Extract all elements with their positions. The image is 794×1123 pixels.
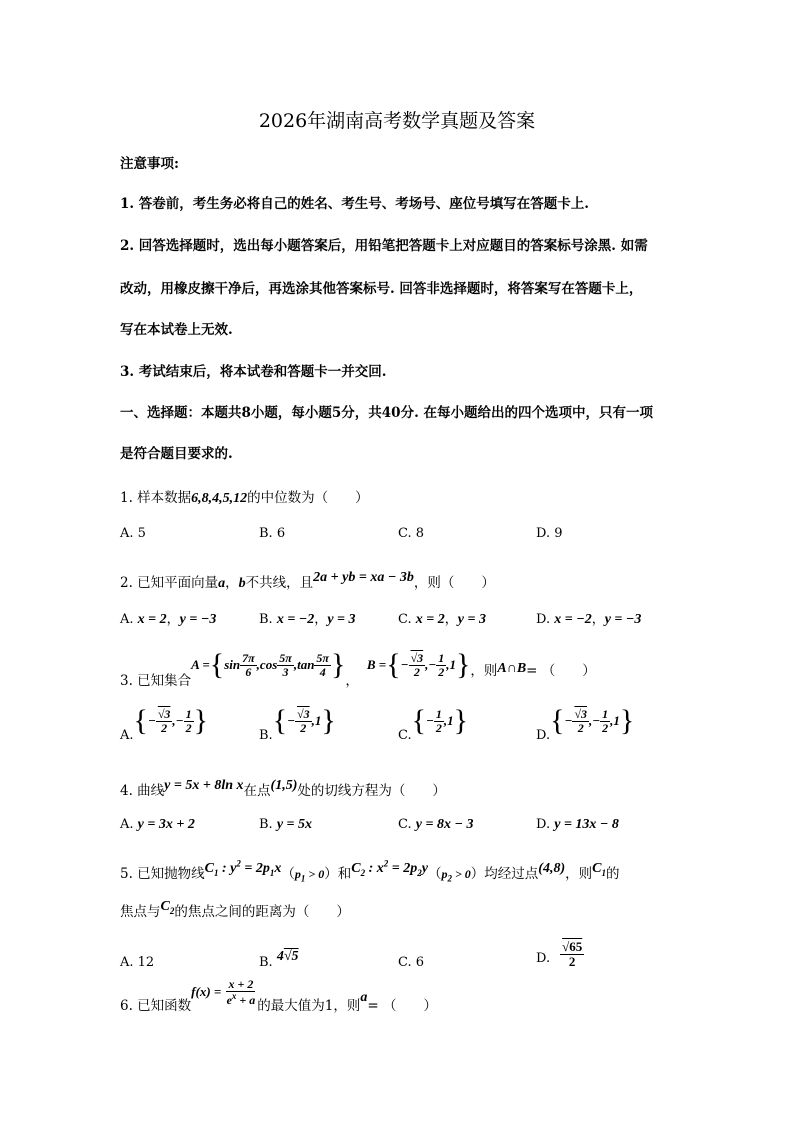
c2-ref: $C_2$ bbox=[160, 899, 175, 916]
question-5-line-2 bbox=[120, 900, 350, 922]
q2-a-y: y = −3 bbox=[179, 612, 217, 627]
q1-option-a: A. 5 bbox=[120, 526, 146, 541]
q3-b-set: { − $\frac{√3}{2}$ ,1 } bbox=[272, 704, 336, 737]
section-heading-line-2: 是符合题目要求的. bbox=[120, 446, 233, 462]
p1-condition: $p_1 > 0$ bbox=[294, 867, 325, 884]
q4-point: (1,5) bbox=[270, 778, 298, 793]
q2-sep: ， bbox=[225, 575, 239, 591]
q2-b-label: B. bbox=[259, 612, 273, 627]
notice-item-2-line-2: 改动，用橡皮擦干净后，再选涂其他答案标号. 回答非选择题时，将答案写在答题卡上， bbox=[120, 281, 643, 297]
q1-option-d: D. 9 bbox=[536, 526, 563, 541]
q4-post: 处的切线方程为（ ） bbox=[297, 783, 446, 799]
q2-option-a: A. x = 2，y = −3 bbox=[120, 612, 217, 627]
q3-b-label: B. bbox=[259, 727, 273, 743]
q2-d-x: x = −2 bbox=[554, 612, 592, 627]
q3-option-a bbox=[120, 704, 208, 743]
c1-ref: $C_1$ bbox=[592, 861, 606, 878]
q2-mid: 不共线，且 bbox=[245, 575, 314, 591]
q6-post: 的最大值为1，则 bbox=[257, 998, 361, 1015]
q2-option-c: C. x = 2，y = 3 bbox=[398, 612, 486, 627]
notice-item-2-line-1: 2. 回答选择题时，选出每小题答案后，用铅笔把答题卡上对应题目的答案标号涂黑. 如需 bbox=[120, 238, 648, 254]
section-heading-line-1: 一、选择题：本题共8小题，每小题5分，共40分. 在每小题给出的四个选项中，只有一项 bbox=[120, 405, 653, 421]
q2-option-d: D. x = −2，y = −3 bbox=[536, 612, 642, 627]
question-3: 3. 已知集合 A = { sin $\frac{7\pi}{6}$ ,cos $\frac{5\pi}{3}$ ,tan $\frac{5\pi}{4}$ } ， B = { − $\frac{√3}{2}$ ,− $\frac{1}{2}$ ,1 } ，则 A∩B = （ ） bbox=[120, 648, 596, 689]
q5-d-value: $\frac{√65}{2}$ bbox=[562, 939, 583, 969]
function-f: f(x) = $\frac{x + 2}{e^x + a}$ bbox=[191, 977, 256, 1007]
vector-b: b bbox=[238, 576, 246, 591]
q1-pre: 1. 样本数据 bbox=[120, 490, 192, 506]
q2-a-x: x = 2 bbox=[137, 612, 167, 627]
notice-item-1: 1. 答卷前，考生务必将自己的姓名、考生号、考场号、座位号填写在答题卡上. bbox=[120, 196, 589, 212]
parabola-c1: $C_1$ : $y^2 = 2p_1x$ bbox=[204, 858, 282, 878]
q2-d-label: D. bbox=[536, 612, 551, 627]
q2-b-y: y = 3 bbox=[327, 612, 356, 627]
q2-option-b: B. x = −2，y = 3 bbox=[259, 612, 356, 627]
q5-post1: ，则 bbox=[565, 866, 593, 882]
q4-a-eq: y = 3x + 2 bbox=[137, 817, 195, 832]
q3-pre: 3. 已知集合 bbox=[120, 673, 192, 689]
q5-option-a: A. 12 bbox=[120, 955, 155, 970]
q5-pre: 5. 已知抛物线 bbox=[120, 866, 205, 882]
q3-option-c bbox=[398, 704, 469, 743]
q5-line2-post: 的焦点之间的距离为（ ） bbox=[174, 904, 350, 920]
q6-a: a bbox=[360, 990, 368, 1006]
q5-point: (4,8) bbox=[538, 861, 566, 876]
q6-end: = （ ） bbox=[367, 998, 437, 1015]
q5-post1-end: 的 bbox=[605, 866, 620, 882]
q5-b-label: B. bbox=[259, 955, 273, 970]
q3-a-label: A. bbox=[120, 727, 134, 743]
q3-option-b bbox=[259, 704, 336, 743]
q4-option-d bbox=[536, 817, 619, 833]
q2-equation: 2a + yb = xa − 3b bbox=[313, 570, 414, 585]
q2-b-x: x = −2 bbox=[276, 612, 315, 627]
q3-c-set: { − $\frac{1}{2}$ ,1 } bbox=[411, 704, 469, 737]
q4-d-eq: y = 13x − 8 bbox=[554, 817, 619, 832]
notice-heading: 注意事项: bbox=[120, 156, 179, 172]
q4-option-a bbox=[120, 817, 195, 833]
q4-c-eq: y = 8x − 3 bbox=[415, 817, 474, 832]
q2-d-y: y = −3 bbox=[604, 612, 642, 627]
q3-end: = （ ） bbox=[526, 663, 596, 679]
q3-d-set: { − $\frac{√3}{2}$ ,− $\frac{1}{2}$ ,1 } bbox=[550, 704, 635, 737]
q4-option-c bbox=[398, 817, 473, 833]
q2-c-y: y = 3 bbox=[457, 612, 486, 627]
q5-mid1: 和 bbox=[337, 866, 352, 882]
q4-pre: 4. 曲线 bbox=[120, 783, 165, 799]
q3-c-label: C. bbox=[398, 727, 412, 743]
q3-d-label: D. bbox=[536, 727, 551, 743]
q6-pre: 6. 已知函数 bbox=[120, 998, 192, 1015]
notice-item-3: 3. 考试结束后，将本试卷和答题卡一并交回. bbox=[120, 364, 387, 380]
q1-option-c: C. 8 bbox=[398, 526, 425, 541]
q4-mid: 在点 bbox=[243, 783, 271, 799]
question-2 bbox=[120, 571, 495, 592]
q5-option-d bbox=[536, 940, 584, 968]
q2-pre: 2. 已知平面向量 bbox=[120, 575, 219, 591]
set-b: B = { − $\frac{√3}{2}$ ,− $\frac{1}{2}$ ,1 } bbox=[366, 648, 471, 681]
q2-post: ，则（ ） bbox=[413, 575, 495, 591]
q4-curve: y = 5x + 8ln x bbox=[164, 778, 244, 793]
page-title: 2026年湖南高考数学真题及答案 bbox=[258, 110, 536, 132]
question-5: 5. 已知抛物线$C_1$ : $y^2 = 2p_1x(p_1 > 0)$和$C_2$ : $x^2 = 2p_2y(p_2 > 0)$均经过点(4,8)，则$C_1$的 bbox=[120, 858, 620, 884]
vector-a: a bbox=[218, 576, 226, 591]
p2-condition: $p_2 > 0$ bbox=[441, 867, 471, 884]
q1-post: 的中位数为（ ） bbox=[247, 490, 369, 506]
q5-line2-pre: 焦点与 bbox=[120, 904, 161, 920]
q4-b-label: B. bbox=[259, 817, 273, 832]
q5-mid2: 均经过点 bbox=[484, 866, 539, 882]
q4-c-label: C. bbox=[398, 817, 412, 832]
question-1 bbox=[120, 486, 369, 507]
q2-a-label: A. bbox=[120, 612, 134, 627]
q3-ask: A∩B bbox=[497, 661, 527, 676]
question-6 bbox=[120, 976, 437, 1015]
q3-a-set: { − $\frac{√3}{2}$ ,− $\frac{1}{2}$ } bbox=[133, 704, 208, 737]
q2-c-label: C. bbox=[398, 612, 412, 627]
q5-b-value: 4√5 bbox=[276, 949, 299, 964]
q4-a-label: A. bbox=[120, 817, 134, 832]
q1-option-b: B. 6 bbox=[259, 526, 286, 541]
q2-c-x: x = 2 bbox=[415, 612, 445, 627]
notice-item-2-line-3: 写在本试卷上无效. bbox=[120, 322, 233, 338]
question-4 bbox=[120, 779, 446, 800]
q4-option-b bbox=[259, 817, 312, 833]
q4-d-label: D. bbox=[536, 817, 551, 832]
parabola-c2: $C_2$ : $x^2 = 2p_2y$ bbox=[351, 858, 428, 878]
set-a: A = { sin $\frac{7\pi}{6}$ ,cos $\frac{5\pi}{3}$ ,tan $\frac{5\pi}{4}$ } bbox=[191, 648, 346, 681]
q5-option-b bbox=[259, 949, 299, 971]
q3-option-d bbox=[536, 704, 635, 743]
q5-d-label: D. bbox=[536, 951, 551, 967]
q5-option-c: C. 6 bbox=[398, 955, 425, 970]
q1-data: 6,8,4,5,12 bbox=[191, 491, 248, 506]
q3-post: ，则 bbox=[470, 663, 498, 679]
q4-b-eq: y = 5x bbox=[276, 817, 313, 832]
